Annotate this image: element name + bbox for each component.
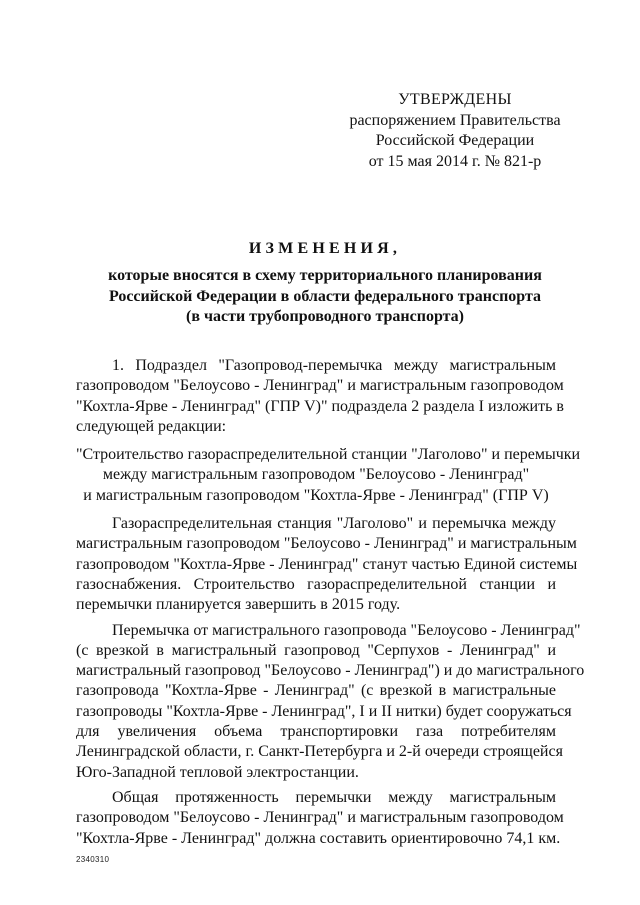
- approval-stamp: [335, 90, 575, 172]
- quoted-heading: [76, 445, 581, 506]
- document-body: [76, 356, 585, 849]
- quote-line: между магистральным газопроводом "Белоусово - Ленинград": [102, 466, 530, 484]
- text-line: газопроводы "Кохтла-Ярве - Ленинград", I и II нитки) будет сооружаться: [76, 702, 572, 720]
- approval-line-2: Российской Федерации: [375, 132, 535, 149]
- text-line: перемычки планируется завершить в 2015 году.: [76, 596, 401, 614]
- text-line: "Кохтла-Ярве - Ленинград" (ГПР V)" подраздела 2 раздела I изложить в: [76, 397, 564, 415]
- text-line: Юго-Западной тепловой электростанции.: [76, 763, 359, 781]
- approval-title: УТВЕРЖДЕНЫ: [398, 91, 512, 108]
- quote-line: "Строительство газораспределительной станции "Лаголово" и перемычки: [76, 446, 581, 464]
- document-code: 2340310: [76, 855, 110, 864]
- text-line: (с врезкой в магистральный газопровод "Серпухов - Ленинград" и: [76, 641, 556, 659]
- text-line: Перемычка от магистрального газопровода "Белоусово - Ленинград": [112, 621, 581, 639]
- text-line: Газораспределительная станция "Лаголово" и перемычка между: [112, 515, 556, 533]
- text-line: следующей редакции:: [76, 417, 227, 435]
- approval-line-1: распоряжением Правительства: [349, 111, 561, 129]
- approval-line-3: от 15 мая 2014 г. № 821-р: [368, 152, 542, 170]
- quote-line: и магистральным газопроводом "Кохтла-Ярве - Ленинград" (ГПР V): [83, 486, 549, 504]
- paragraph-2: [76, 514, 578, 615]
- subtitle-line: (в части трубопроводного транспорта): [185, 308, 465, 325]
- text-line: Ленинградской области, г. Санкт-Петербурга и 2-й очереди строящейся: [76, 743, 563, 761]
- text-line: газопроводом "Кохтла-Ярве - Ленинград" станут частью Единой системы: [76, 555, 578, 573]
- document-title: ИЗМЕНЕНИЯ,: [248, 240, 402, 257]
- subtitle-line: которые вносятся в схему территориального планирования: [108, 267, 542, 284]
- document-subtitle: [70, 266, 580, 328]
- text-line: магистральным газопроводом "Белоусово - Ленинград" и магистральным: [76, 535, 577, 553]
- paragraph-3: [76, 621, 585, 783]
- text-line: 1. Подраздел "Газопровод-перемычка между магистральным: [112, 357, 556, 374]
- text-line: для увеличения объема транспортировки газа потребителям: [76, 723, 556, 741]
- text-line: "Кохтла-Ярве - Ленинград" должна составить ориентировочно 74,1 км.: [76, 829, 561, 847]
- text-line: газопровода "Кохтла-Ярве - Ленинград" (с врезкой в магистральные: [76, 682, 556, 700]
- text-line: газопроводом "Белоусово - Ленинград" и магистральным газопроводом: [76, 377, 564, 395]
- paragraph-1: [76, 356, 564, 437]
- text-line: Общая протяженность перемычки между магистральным: [112, 788, 556, 806]
- text-line: магистральный газопровод "Белоусово - Ленинград") и до магистрального: [76, 662, 585, 680]
- subtitle-line: Российской Федерации в области федерального транспорта: [108, 287, 542, 305]
- paragraph-4: [76, 788, 564, 849]
- text-line: газопроводом "Белоусово - Ленинград" и магистральным газопроводом: [76, 809, 564, 827]
- text-line: газоснабжения. Строительство газораспределительной станции и: [76, 575, 556, 593]
